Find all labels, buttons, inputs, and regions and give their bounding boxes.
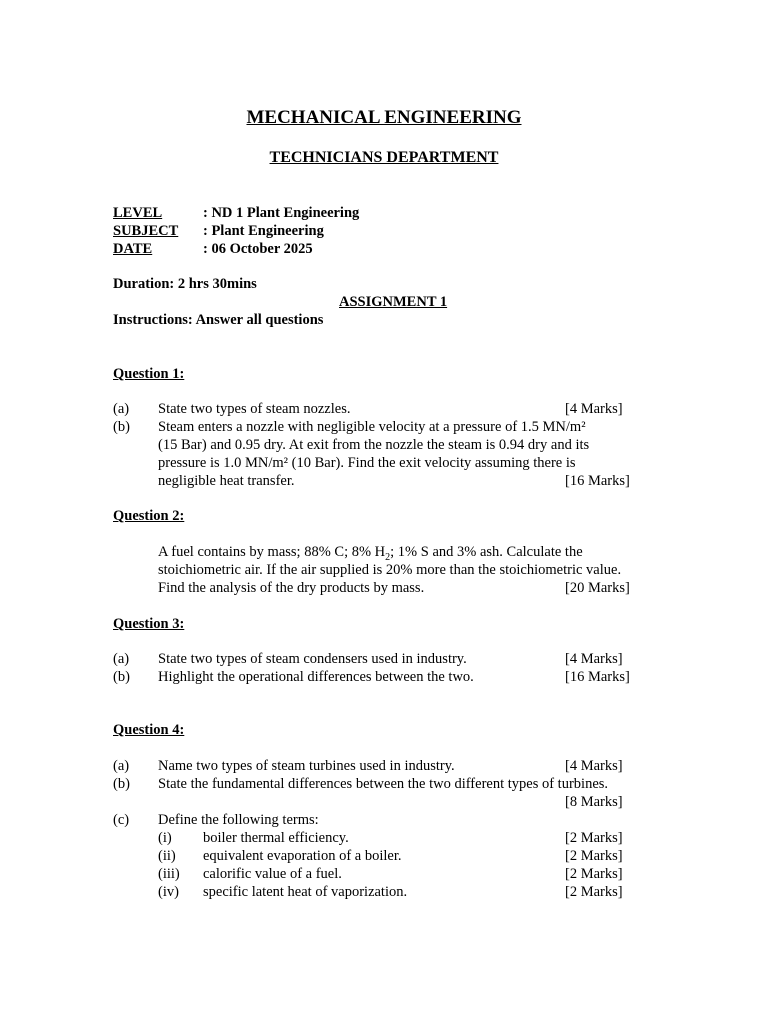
q4-c-item-marks: [2 Marks]	[565, 848, 623, 864]
q4-c-item-text: boiler thermal efficiency.	[203, 830, 349, 846]
q4-a-marks: [4 Marks]	[565, 758, 623, 774]
q4-c-item-label: (iii)	[158, 866, 180, 882]
q1-b-label: (b)	[113, 419, 130, 435]
date-value: : 06 October 2025	[203, 241, 313, 257]
q4-c-text: Define the following terms:	[158, 812, 319, 828]
q4-c-item-marks: [2 Marks]	[565, 866, 623, 882]
q3-a-text: State two types of steam condensers used in industry.	[158, 651, 467, 667]
q3-a-label: (a)	[113, 651, 130, 667]
q1-b-marks: [16 Marks]	[565, 473, 630, 489]
q2-line-1	[158, 544, 583, 561]
q3-a-marks: [4 Marks]	[565, 651, 623, 667]
q2-line-1-pre: A fuel contains by mass; 88% C; 8% H	[158, 544, 386, 560]
q2-marks: [20 Marks]	[565, 580, 630, 596]
subject-value: : Plant Engineering	[203, 223, 324, 239]
q4-c-item-label: (i)	[158, 830, 172, 846]
date-label: DATE	[113, 241, 153, 257]
q4-c-item-text: calorific value of a fuel.	[203, 866, 342, 882]
q1-b-line-2: (15 Bar) and 0.95 dry. At exit from the nozzle the steam is 0.94 dry and its	[158, 437, 590, 453]
q1-a-label: (a)	[113, 401, 130, 417]
department-title: TECHNICIANS DEPARTMENT	[269, 149, 499, 166]
assignment-title: ASSIGNMENT 1	[339, 294, 448, 310]
level-value: : ND 1 Plant Engineering	[203, 205, 360, 221]
q4-b-text: State the fundamental differences between the two different types of turbines.	[158, 776, 609, 792]
question-3-heading: Question 3:	[113, 616, 185, 632]
page-title: MECHANICAL ENGINEERING	[246, 107, 522, 128]
q4-c-item-label: (iv)	[158, 884, 179, 900]
instructions: Instructions: Answer all questions	[113, 312, 324, 328]
duration: Duration: 2 hrs 30mins	[113, 276, 257, 292]
level-label: LEVEL	[113, 205, 163, 221]
q4-c-item-text: equivalent evaporation of a boiler.	[203, 848, 402, 864]
question-4-heading: Question 4:	[113, 722, 185, 738]
question-2-heading: Question 2:	[113, 508, 185, 524]
q4-a-label: (a)	[113, 758, 130, 774]
q2-line-1-post: ; 1% S and 3% ash. Calculate the	[390, 544, 583, 560]
q4-b-label: (b)	[113, 776, 130, 792]
q1-a-marks: [4 Marks]	[565, 401, 623, 417]
question-1-heading: Question 1:	[113, 366, 185, 382]
q3-b-label: (b)	[113, 669, 130, 685]
q4-b-marks: [8 Marks]	[565, 794, 623, 810]
q2-line-3: Find the analysis of the dry products by mass.	[158, 580, 425, 596]
q2-line-2: stoichiometric air. If the air supplied is 20% more than the stoichiometric value.	[158, 562, 622, 578]
q3-b-text: Highlight the operational differences between the two.	[158, 669, 474, 685]
q3-b-marks: [16 Marks]	[565, 669, 630, 685]
q4-c-label: (c)	[113, 812, 130, 828]
q4-c-item-text: specific latent heat of vaporization.	[203, 884, 408, 900]
q4-a-text: Name two types of steam turbines used in industry.	[158, 758, 455, 774]
q2-line-1-subscript: 2	[385, 551, 391, 563]
q4-c-item-label: (ii)	[158, 848, 176, 864]
q1-a-text: State two types of steam nozzles.	[158, 401, 351, 417]
q1-b-line-1: Steam enters a nozzle with negligible velocity at a pressure of 1.5 MN/m²	[158, 419, 586, 435]
q4-c-item-marks: [2 Marks]	[565, 884, 623, 900]
subject-label: SUBJECT	[113, 223, 179, 239]
q1-b-line-4: negligible heat transfer.	[158, 473, 295, 489]
q1-b-line-3: pressure is 1.0 MN/m² (10 Bar). Find the exit velocity assuming there is	[158, 455, 576, 471]
q4-c-item-marks: [2 Marks]	[565, 830, 623, 846]
